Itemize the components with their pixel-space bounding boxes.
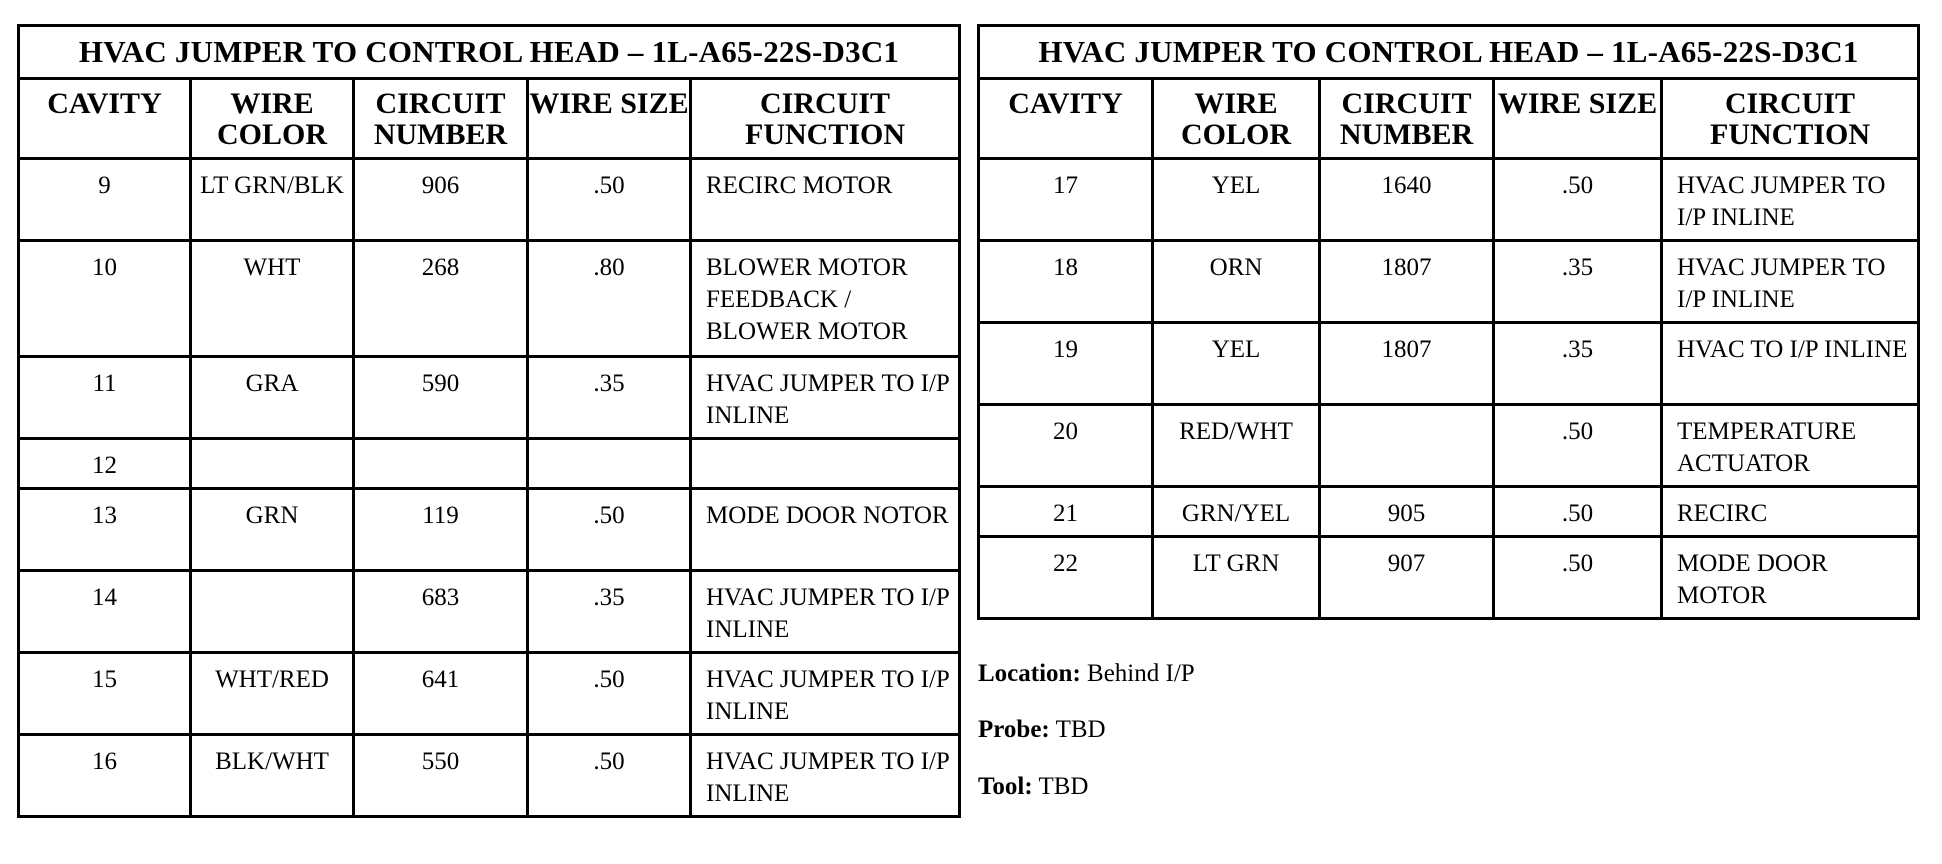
location-label: Location: bbox=[978, 660, 1081, 687]
table-row bbox=[979, 537, 1919, 619]
wire-size-cell: .50 bbox=[1494, 159, 1662, 241]
circuit-function-cell: MODE DOOR MOTOR bbox=[1662, 537, 1919, 619]
table-row bbox=[19, 489, 960, 571]
probe-note bbox=[978, 716, 1106, 744]
cavity-cell: 13 bbox=[19, 489, 191, 571]
wire-size-cell: .50 bbox=[528, 653, 691, 735]
wire-color-cell bbox=[191, 439, 354, 489]
circuit-number-cell bbox=[354, 439, 528, 489]
cavity-cell: 17 bbox=[979, 159, 1153, 241]
table-row bbox=[979, 159, 1919, 241]
table-row bbox=[979, 323, 1919, 405]
table-row bbox=[979, 241, 1919, 323]
cavity-cell: 11 bbox=[19, 357, 191, 439]
circuit-number-cell: 1807 bbox=[1320, 241, 1494, 323]
circuit-number-cell: 119 bbox=[354, 489, 528, 571]
circuit-function-cell: HVAC JUMPER TO I/P INLINE bbox=[691, 357, 960, 439]
tool-value: TBD bbox=[1038, 773, 1089, 800]
wire-color-cell: RED/WHT bbox=[1153, 405, 1320, 487]
table-row bbox=[979, 487, 1919, 537]
tool-label: Tool: bbox=[978, 773, 1033, 800]
circuit-number-cell: 268 bbox=[354, 241, 528, 357]
location-value: Behind I/P bbox=[1087, 660, 1195, 687]
column-header-wire-color: WIRE COLOR bbox=[191, 79, 354, 159]
cavity-cell: 20 bbox=[979, 405, 1153, 487]
wire-color-cell: GRN/YEL bbox=[1153, 487, 1320, 537]
cavity-cell: 14 bbox=[19, 571, 191, 653]
column-header-wire-size: WIRE SIZE bbox=[1494, 79, 1662, 159]
column-header-cavity: CAVITY bbox=[19, 79, 191, 159]
circuit-number-cell bbox=[1320, 405, 1494, 487]
column-header-cavity: CAVITY bbox=[979, 79, 1153, 159]
column-header-circuit-function: CIRCUIT FUNCTION bbox=[691, 79, 960, 159]
wire-size-cell: .50 bbox=[528, 489, 691, 571]
wire-color-cell: WHT/RED bbox=[191, 653, 354, 735]
circuit-function-cell: MODE DOOR NOTOR bbox=[691, 489, 960, 571]
wire-color-cell: GRA bbox=[191, 357, 354, 439]
wire-size-cell: .50 bbox=[1494, 537, 1662, 619]
table-row bbox=[19, 735, 960, 817]
location-note bbox=[978, 660, 1195, 688]
wire-color-cell: LT GRN bbox=[1153, 537, 1320, 619]
circuit-function-cell: TEMPERATURE ACTUATOR bbox=[1662, 405, 1919, 487]
circuit-number-cell: 1640 bbox=[1320, 159, 1494, 241]
wire-color-cell: GRN bbox=[191, 489, 354, 571]
circuit-number-cell: 906 bbox=[354, 159, 528, 241]
wire-color-cell: BLK/WHT bbox=[191, 735, 354, 817]
circuit-function-cell: HVAC JUMPER TO I/P INLINE bbox=[691, 571, 960, 653]
wire-color-cell: LT GRN/BLK bbox=[191, 159, 354, 241]
column-header-circuit-number: CIRCUIT NUMBER bbox=[354, 79, 528, 159]
wire-color-cell: ORN bbox=[1153, 241, 1320, 323]
wire-size-cell: .35 bbox=[528, 571, 691, 653]
circuit-function-cell: RECIRC MOTOR bbox=[691, 159, 960, 241]
cavity-cell: 19 bbox=[979, 323, 1153, 405]
table-row bbox=[19, 357, 960, 439]
circuit-number-cell: 641 bbox=[354, 653, 528, 735]
column-header-wire-color: WIRE COLOR bbox=[1153, 79, 1320, 159]
column-header-circuit-number: CIRCUIT NUMBER bbox=[1320, 79, 1494, 159]
wire-color-cell bbox=[191, 571, 354, 653]
column-header-wire-size: WIRE SIZE bbox=[528, 79, 691, 159]
circuit-function-cell: HVAC JUMPER TO I/P INLINE bbox=[691, 653, 960, 735]
circuit-function-cell: BLOWER MOTOR FEEDBACK / BLOWER MOTOR bbox=[691, 241, 960, 357]
connector-table-left bbox=[17, 24, 961, 818]
wire-size-cell: .50 bbox=[1494, 487, 1662, 537]
cavity-cell: 9 bbox=[19, 159, 191, 241]
wire-size-cell: .80 bbox=[528, 241, 691, 357]
wire-size-cell: .50 bbox=[1494, 405, 1662, 487]
cavity-cell: 10 bbox=[19, 241, 191, 357]
circuit-number-cell: 907 bbox=[1320, 537, 1494, 619]
wire-size-cell: .50 bbox=[528, 159, 691, 241]
wire-size-cell: .35 bbox=[1494, 241, 1662, 323]
cavity-cell: 22 bbox=[979, 537, 1153, 619]
wire-size-cell: .35 bbox=[528, 357, 691, 439]
table-title: HVAC JUMPER TO CONTROL HEAD – 1L-A65-22S-D3C1 bbox=[979, 26, 1919, 79]
cavity-cell: 21 bbox=[979, 487, 1153, 537]
wire-color-cell: YEL bbox=[1153, 159, 1320, 241]
table-row bbox=[19, 439, 960, 489]
table-row bbox=[19, 159, 960, 241]
table-row bbox=[19, 241, 960, 357]
circuit-function-cell: HVAC JUMPER TO I/P INLINE bbox=[691, 735, 960, 817]
cavity-cell: 18 bbox=[979, 241, 1153, 323]
table-row bbox=[19, 653, 960, 735]
wire-size-cell bbox=[528, 439, 691, 489]
circuit-function-cell: RECIRC bbox=[1662, 487, 1919, 537]
circuit-number-cell: 683 bbox=[354, 571, 528, 653]
table-row bbox=[979, 405, 1919, 487]
cavity-cell: 15 bbox=[19, 653, 191, 735]
circuit-number-cell: 590 bbox=[354, 357, 528, 439]
circuit-number-cell: 905 bbox=[1320, 487, 1494, 537]
probe-label: Probe: bbox=[978, 716, 1050, 743]
circuit-number-cell: 550 bbox=[354, 735, 528, 817]
circuit-function-cell bbox=[691, 439, 960, 489]
wire-size-cell: .50 bbox=[528, 735, 691, 817]
cavity-cell: 16 bbox=[19, 735, 191, 817]
wire-color-cell: YEL bbox=[1153, 323, 1320, 405]
table-title: HVAC JUMPER TO CONTROL HEAD – 1L-A65-22S-D3C1 bbox=[19, 26, 960, 79]
circuit-number-cell: 1807 bbox=[1320, 323, 1494, 405]
table-row bbox=[19, 571, 960, 653]
wire-color-cell: WHT bbox=[191, 241, 354, 357]
circuit-function-cell: HVAC JUMPER TO I/P INLINE bbox=[1662, 159, 1919, 241]
wire-size-cell: .35 bbox=[1494, 323, 1662, 405]
tool-note bbox=[978, 773, 1088, 801]
circuit-function-cell: HVAC JUMPER TO I/P INLINE bbox=[1662, 241, 1919, 323]
cavity-cell: 12 bbox=[19, 439, 191, 489]
connector-table-right bbox=[977, 24, 1920, 620]
column-header-circuit-function: CIRCUIT FUNCTION bbox=[1662, 79, 1919, 159]
circuit-function-cell: HVAC TO I/P INLINE bbox=[1662, 323, 1919, 405]
probe-value: TBD bbox=[1055, 716, 1106, 743]
